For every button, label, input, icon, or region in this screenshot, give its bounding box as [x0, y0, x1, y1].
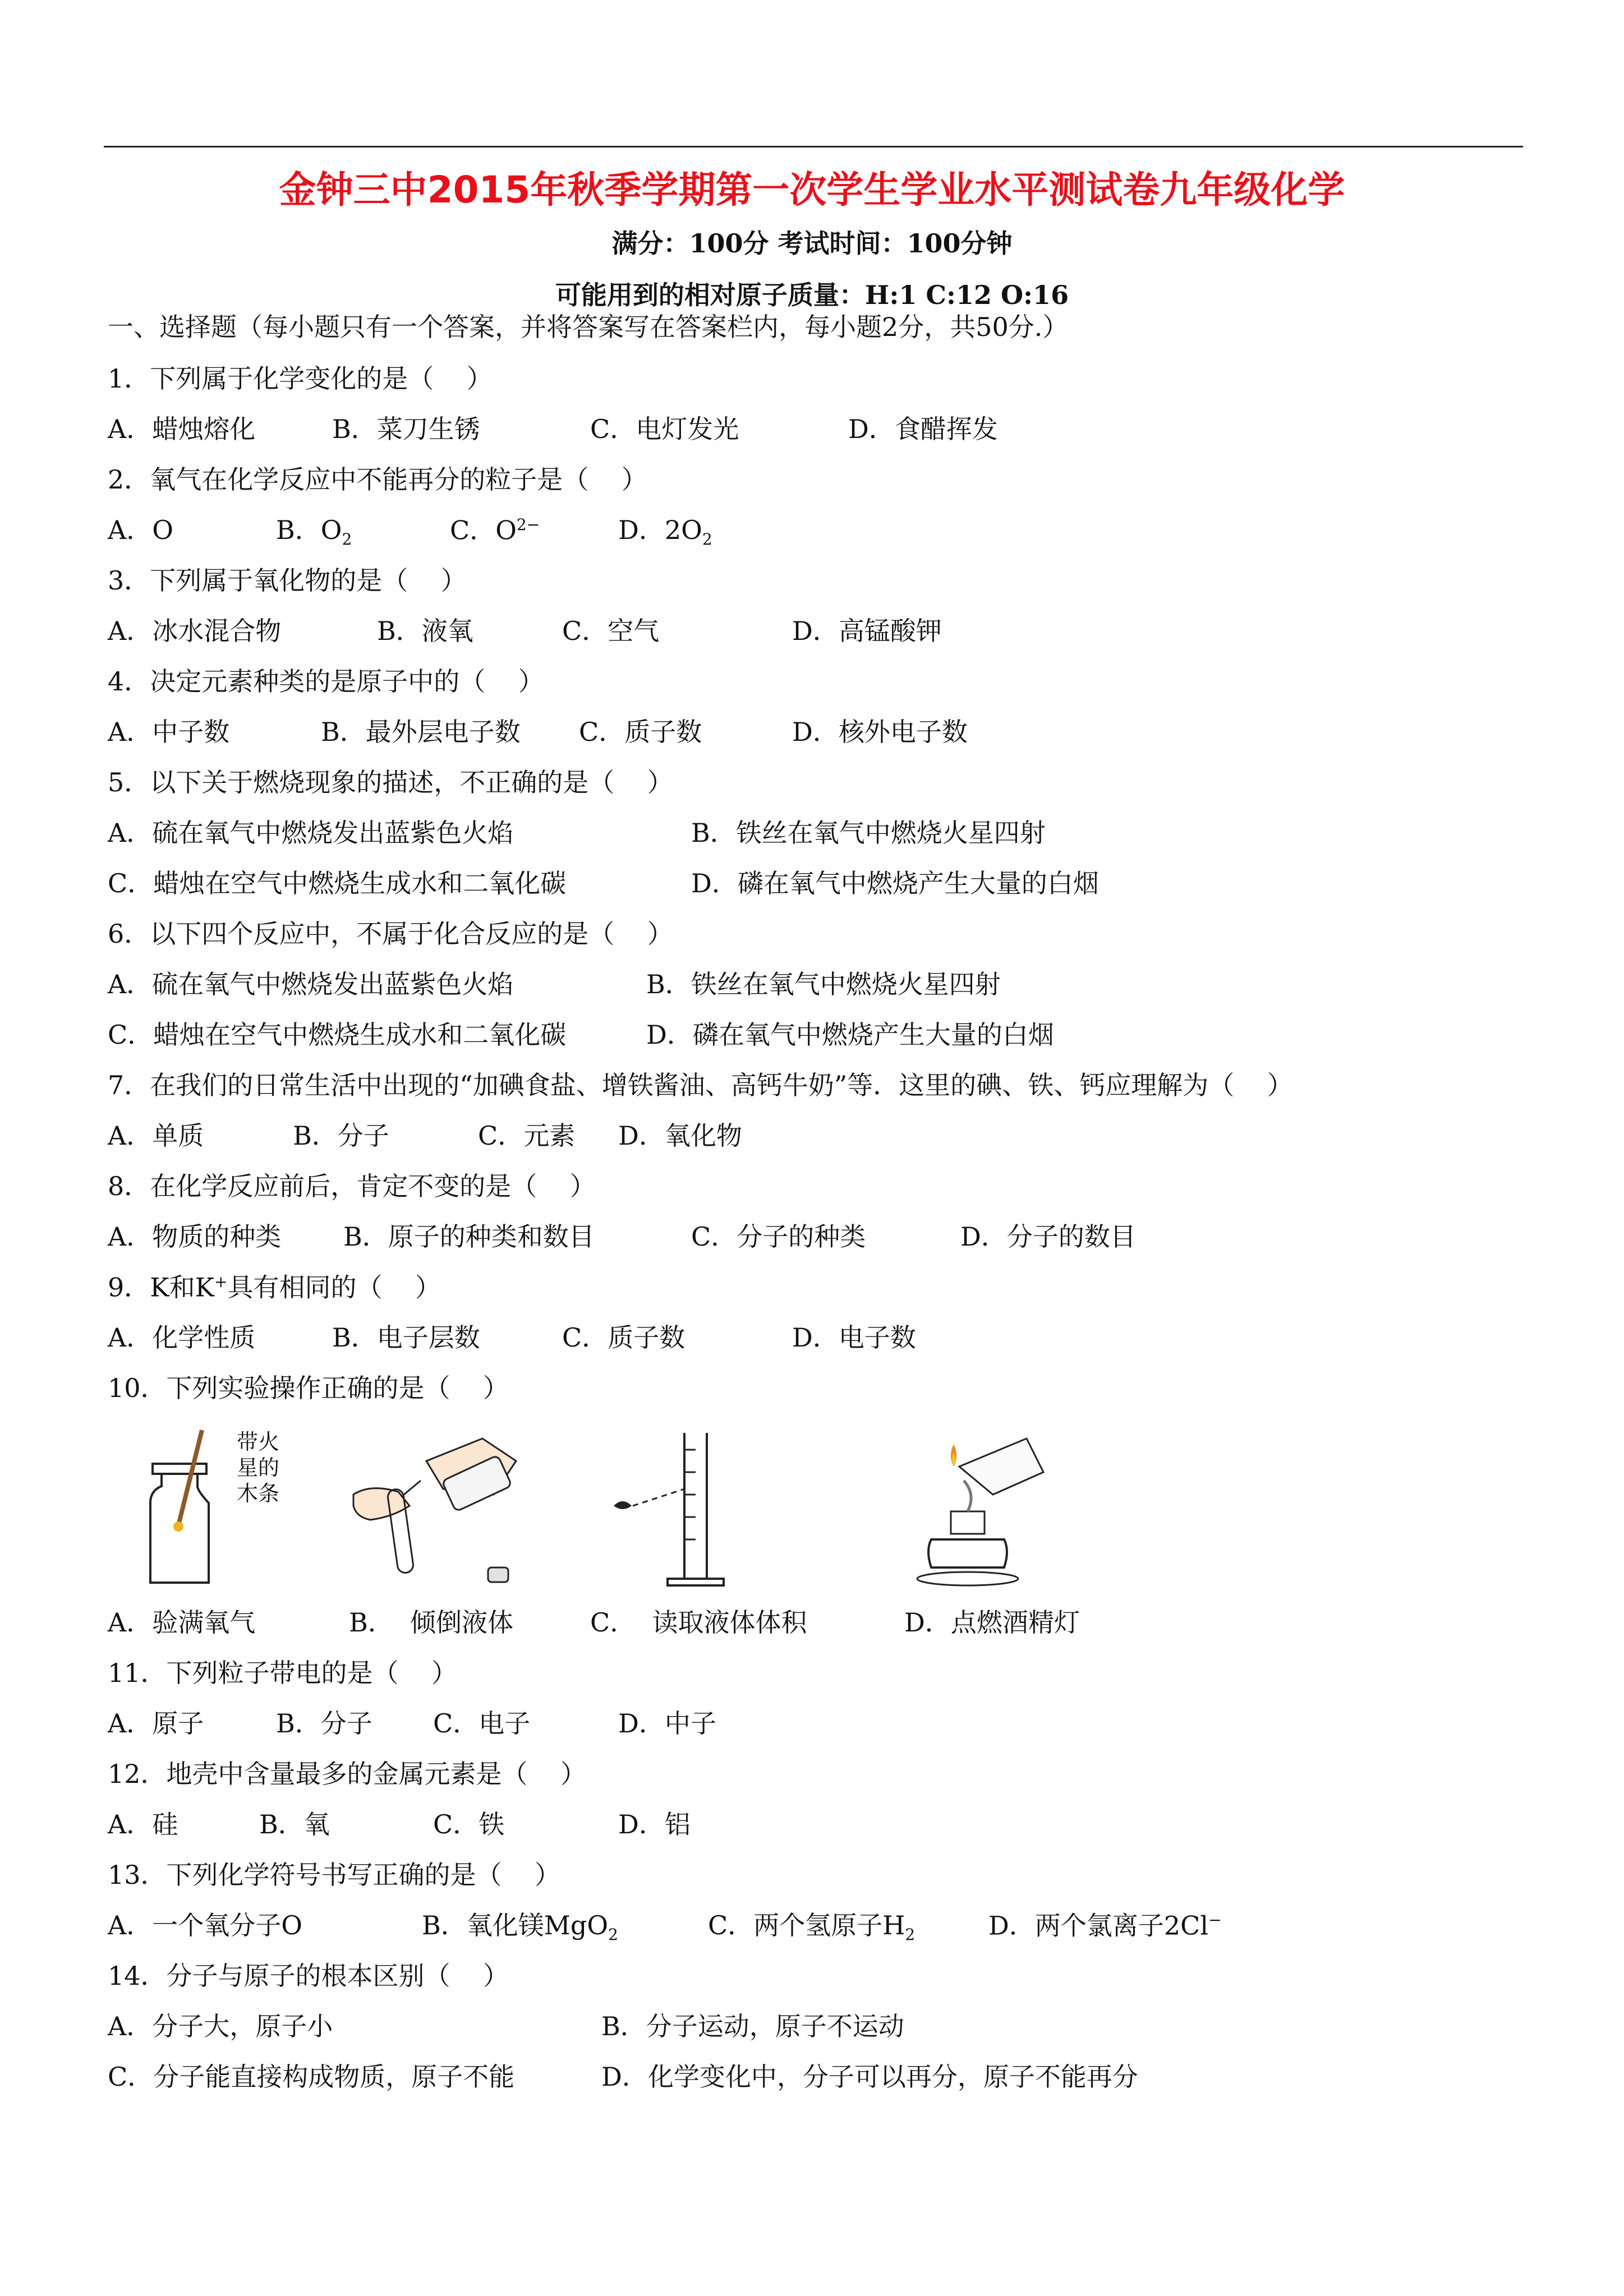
option-a: A．分子大，原子小 — [108, 2011, 333, 2041]
option-a: A．蜡烛熔化 — [108, 414, 256, 444]
question-6-options-row2 — [108, 1022, 1566, 1055]
option-d — [618, 517, 712, 547]
option-c: C．蜡烛在空气中燃烧生成水和二氧化碳 — [108, 1020, 567, 1050]
option-a: A．验满氧气 — [108, 1607, 256, 1638]
header-rule — [104, 146, 1523, 147]
question-7-options — [108, 1123, 1566, 1156]
superscript: − — [1208, 1911, 1222, 1929]
subscript: 2 — [702, 530, 712, 549]
option-d: D．核外电子数 — [792, 717, 968, 747]
option-a: A．O — [108, 515, 173, 545]
question-3-options — [108, 618, 1566, 652]
option-c: C．分子能直接构成物质，原子不能 — [108, 2062, 515, 2092]
question-6: 6．以下四个反应中，不属于化合反应的是（ ） — [108, 919, 673, 949]
option-d: D．食醋挥发 — [848, 414, 998, 444]
option-a: A．硫在氧气中燃烧发出蓝紫色火焰 — [108, 969, 514, 999]
splint-label: 带火 星的 木条 — [237, 1430, 280, 1506]
question-1: 1．下列属于化学变化的是（ ） — [108, 363, 493, 394]
option-a: A．硫在氧气中燃烧发出蓝紫色火焰 — [108, 818, 514, 848]
superscript: 2− — [516, 515, 540, 534]
question-7: 7．在我们的日常生活中出现的“加碘食盐、增铁酱油、高钙牛奶”等．这里的碘、铁、钙应理解为（ ） — [108, 1070, 1293, 1100]
question-2-options — [108, 517, 1566, 551]
option-b-text: B．O — [276, 515, 342, 545]
question-8-options — [108, 1221, 1566, 1257]
subscript: 2 — [342, 530, 352, 549]
option-a: A．原子 — [108, 1708, 204, 1739]
option-d-text: D．两个氯离子2Cl — [988, 1910, 1209, 1941]
question-4-options — [108, 719, 1566, 753]
figure-pouring-liquid — [348, 1427, 533, 1590]
option-b — [422, 1912, 618, 1943]
option-b: B．最外层电子数 — [321, 717, 521, 747]
option-b: B．分子 — [276, 1708, 372, 1739]
option-b: B．氧 — [259, 1809, 330, 1839]
question-5: 5．以下关于燃烧现象的描述，不正确的是（ ） — [108, 767, 673, 797]
option-c: C．蜡烛在空气中燃烧生成水和二氧化碳 — [108, 868, 567, 898]
option-d: D．点燃酒精灯 — [904, 1607, 1080, 1638]
option-c — [450, 515, 540, 546]
option-b: B．原子的种类和数目 — [343, 1221, 595, 1252]
option-c: C． 读取液体体积 — [590, 1607, 807, 1638]
option-d: D．氧化物 — [618, 1121, 742, 1151]
question-9-text-end: 具有相同的（ ） — [227, 1272, 441, 1303]
subscript: 2 — [608, 1925, 618, 1944]
option-a: A．冰水混合物 — [108, 616, 282, 646]
option-c — [708, 1912, 915, 1943]
option-a: A．化学性质 — [108, 1322, 256, 1353]
option-d-text: D．2O — [618, 515, 702, 545]
option-b: B．菜刀生锈 — [332, 414, 480, 444]
option-b: B． 倾倒液体 — [349, 1607, 514, 1638]
figure-oxygen-test — [146, 1424, 292, 1587]
option-d: D．磷在氧气中燃烧产生大量的白烟 — [691, 868, 1099, 898]
figure-read-volume — [606, 1427, 752, 1590]
option-d: D．磷在氧气中燃烧产生大量的白烟 — [646, 1020, 1054, 1050]
question-9-options — [108, 1322, 1566, 1358]
option-c: C．质子数 — [579, 717, 702, 747]
question-13-options — [108, 1912, 1566, 1946]
question-1-options — [108, 416, 1566, 450]
question-14-options-row2 — [108, 2064, 1566, 2097]
option-a: A．中子数 — [108, 717, 230, 747]
question-5-options-row2 — [108, 870, 1566, 904]
graduated-cylinder-icon — [606, 1427, 752, 1590]
question-10: 10．下列实验操作正确的是（ ） — [108, 1373, 509, 1403]
option-b: B．铁丝在氧气中燃烧火星四射 — [691, 818, 1046, 848]
alcohol-lamp-icon — [898, 1427, 1066, 1590]
option-b: B．分子运动，原子不运动 — [601, 2011, 904, 2041]
exam-title: 金钟三中2015年秋季学期第一次学生学业水平测试卷九年级化学 — [279, 168, 1345, 211]
option-d — [988, 1910, 1222, 1941]
section-heading: 一、选择题（每小题只有一个答案，并将答案写在答案栏内，每小题2分，共50分.） — [108, 312, 1069, 342]
question-11-options — [108, 1708, 1566, 1744]
figure-light-lamp — [898, 1427, 1066, 1590]
option-d: D．分子的数目 — [960, 1221, 1136, 1252]
pouring-hands-icon — [348, 1427, 533, 1590]
option-b: B．铁丝在氧气中燃烧火星四射 — [646, 969, 1001, 999]
option-a: A．硅 — [108, 1809, 178, 1839]
option-b-text: B．氧化镁MgO — [422, 1910, 609, 1940]
question-11: 11．下列粒子带电的是（ ） — [108, 1658, 458, 1688]
option-d: D．化学变化中，分子可以再分，原子不能再分 — [601, 2062, 1138, 2092]
question-9-text: 9．K和K — [108, 1272, 214, 1303]
question-14: 14．分子与原子的根本区别（ ） — [108, 1961, 509, 1991]
option-d: D．电子数 — [792, 1322, 916, 1353]
question-14-options-row1 — [108, 2013, 1566, 2047]
option-a: A．单质 — [108, 1121, 204, 1151]
option-c: C．质子数 — [562, 1322, 686, 1353]
question-2: 2．氧气在化学反应中不能再分的粒子是（ ） — [108, 464, 647, 495]
option-c: C．电子 — [433, 1708, 531, 1739]
option-b: B．液氧 — [377, 616, 473, 646]
option-d: D．中子 — [618, 1708, 716, 1739]
question-12: 12．地壳中含量最多的金属元素是（ ） — [108, 1759, 587, 1789]
option-b — [276, 517, 352, 547]
question-13: 13．下列化学符号书写正确的是（ ） — [108, 1860, 561, 1890]
question-8: 8．在化学反应前后，肯定不变的是（ ） — [108, 1171, 596, 1201]
superscript: + — [214, 1273, 228, 1291]
question-3: 3．下列属于氧化物的是（ ） — [108, 565, 467, 596]
question-4: 4．决定元素种类的是原子中的（ ） — [108, 666, 544, 697]
option-b: B．分子 — [293, 1121, 389, 1151]
option-c: C．元素 — [478, 1121, 576, 1151]
option-c-text: C．两个氢原子H — [708, 1910, 905, 1940]
question-10-options — [108, 1607, 1566, 1643]
exam-meta: 满分：100分 考试时间：100分钟 — [611, 228, 1013, 259]
option-c: C．分子的种类 — [691, 1221, 866, 1252]
question-6-options-row1 — [108, 971, 1566, 1005]
option-a: A．一个氧分子O — [108, 1910, 302, 1940]
option-c-text: C．O — [450, 515, 517, 546]
subscript: 2 — [905, 1925, 915, 1944]
option-d: D．高锰酸钾 — [792, 616, 942, 646]
option-c: C．铁 — [433, 1809, 505, 1839]
option-d: D．铝 — [618, 1809, 691, 1839]
option-a: A．物质的种类 — [108, 1221, 282, 1252]
option-c: C．电灯发光 — [590, 414, 739, 444]
question-9 — [108, 1272, 441, 1303]
option-c: C．空气 — [562, 616, 660, 646]
question-12-options — [108, 1811, 1566, 1845]
option-b: B．电子层数 — [332, 1322, 480, 1353]
atomic-masses: 可能用到的相对原子质量：H:1 C:12 O:16 — [555, 280, 1069, 310]
question-5-options-row1 — [108, 820, 1566, 854]
